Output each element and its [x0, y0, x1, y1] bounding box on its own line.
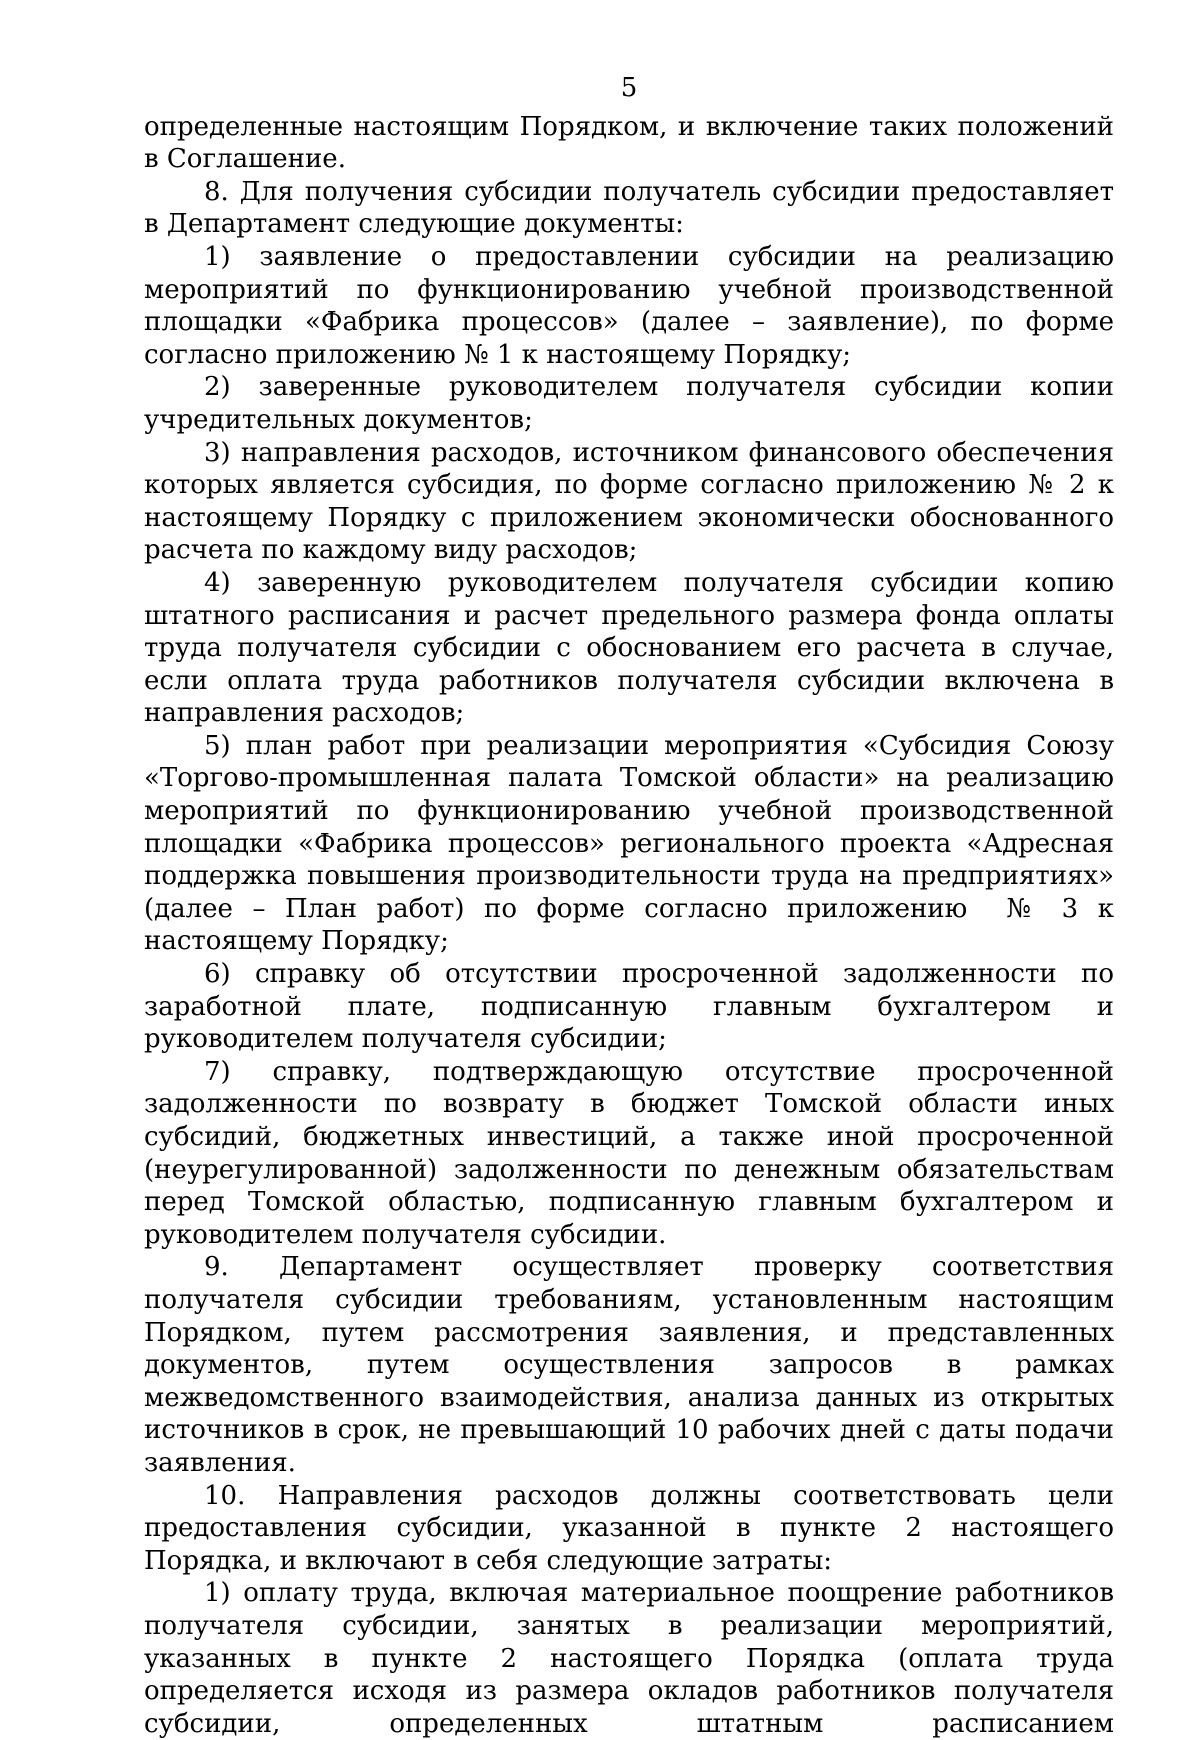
- paragraph-subitem-8-1: 1) заявление о предоставлении субсидии на реализацию мероприятий по функционированию учебной производственной площадки «Фабрика процессов» (далее – заявление), по форме согласно приложению № 1 к настоящему Порядку;: [144, 241, 1123, 370]
- paragraph-item-9: 9. Департамент осуществляет проверку соответствия получателя субсидии требованиям, установленным настоящим Порядком, путем рассмотрения заявления, и представленных документов, путем осуществления запросов в рамках межведомственного взаимодействия, анализа данных из открытых источников в срок, не превышающий 10 рабочих дней с даты подачи заявления.: [144, 1252, 1123, 1478]
- document-page: [144, 72, 1123, 1740]
- paragraph-item-10: 10. Направления расходов должны соответствовать цели предоставления субсидии, указанной в пункте 2 настоящего Порядка, и включают в себя следующие затраты:: [144, 1480, 1123, 1576]
- paragraph-subitem-8-5: 5) план работ при реализации мероприятия «Субсидия Союзу «Торгово-промышленная палата Томской области» на реализацию мероприятий по функционированию учебной производственной площадки «Фабрика процессов» регионального проекта «Адресная поддержка повышения производительности труда на предприятиях» (далее – План работ) по форме согласно приложению № 3 к настоящему Порядку;: [144, 730, 1123, 957]
- paragraph-subitem-10-1: 1) оплату труда, включая материальное поощрение работников получателя субсидии, занятых в реализации мероприятий, указанных в пункте 2 настоящего Порядка (оплата труда определяется исходя из размера окладов работников получателя субсидии, определенных штатным расписанием: [144, 1578, 1123, 1739]
- paragraph-subitem-8-4: 4) заверенную руководителем получателя субсидии копию штатного расписания и расчет предельного размера фонда оплаты труда получателя субсидии с обоснованием его расчета в случае, если оплата труда работников получателя субсидии включена в направления расходов;: [144, 567, 1123, 729]
- page-number: 5: [620, 73, 638, 103]
- paragraph-subitem-8-3: 3) направления расходов, источником финансового обеспечения которых является субсидия, по форме согласно приложению № 2 к настоящему Порядку с приложением экономически обоснованного расчета по каждому виду расходов;: [144, 437, 1123, 566]
- paragraph-continuation: определенные настоящим Порядком, и включение таких положений в Соглашение.: [144, 111, 1123, 175]
- paragraph-subitem-8-7: 7) справку, подтверждающую отсутствие просроченной задолженности по возврату в бюджет Томской области иных субсидий, бюджетных инвестиций, а также иной просроченной (неурегулированной) задолженности по денежным обязательствам перед Томской областью, подписанную главным бухгалтером и руководителем получателя субсидии.: [144, 1056, 1123, 1250]
- paragraph-item-8: 8. Для получения субсидии получатель субсидии предоставляет в Департамент следующие документы:: [144, 176, 1123, 240]
- paragraph-subitem-8-6: 6) справку об отсутствии просроченной задолженности по заработной плате, подписанную главным бухгалтером и руководителем получателя субсидии;: [144, 959, 1123, 1055]
- paragraph-subitem-8-2: 2) заверенные руководителем получателя субсидии копии учредительных документов;: [144, 372, 1123, 435]
